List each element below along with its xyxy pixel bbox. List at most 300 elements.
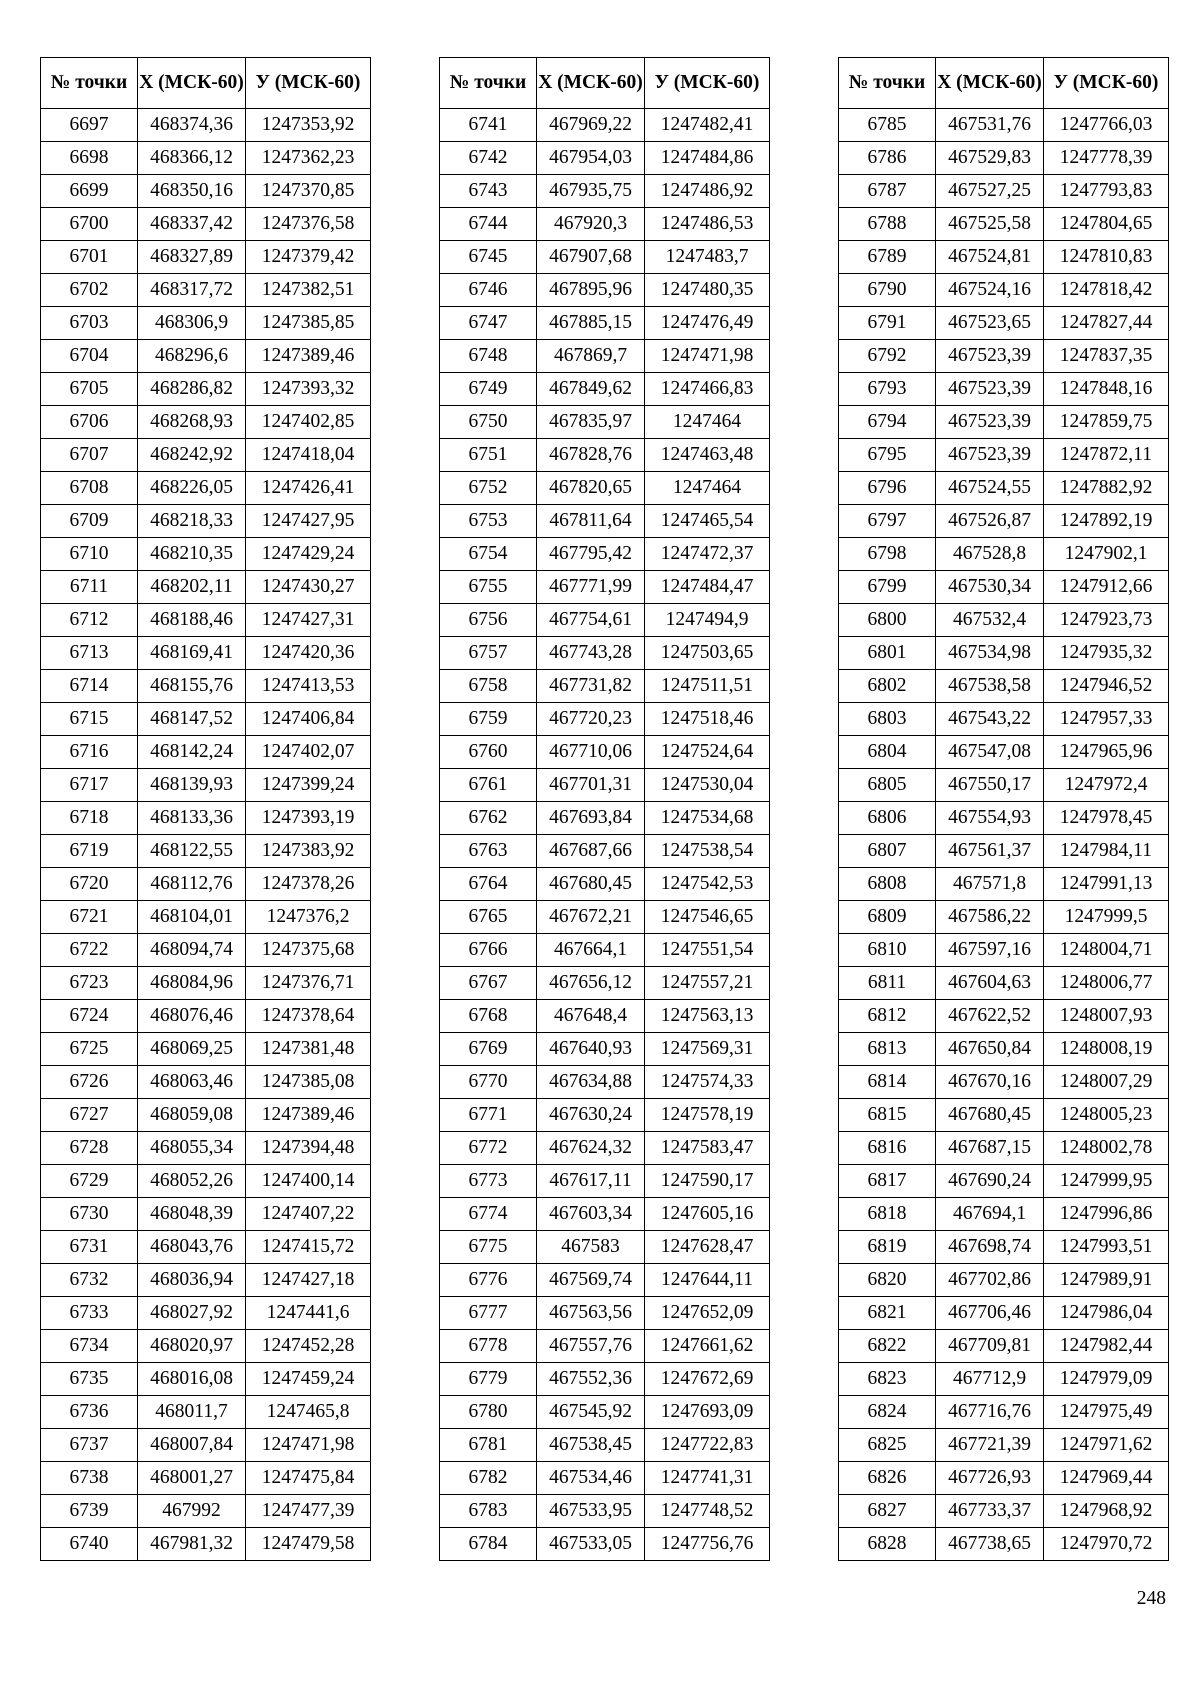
table-row: [839, 1231, 1169, 1264]
y-coordinate-cell: 1247441,6: [246, 1297, 371, 1330]
table-row: [839, 736, 1169, 769]
table-row: [839, 373, 1169, 406]
point-number-cell: 6706: [41, 406, 138, 439]
y-coordinate-cell: 1247378,26: [246, 868, 371, 901]
table-row: [839, 1429, 1169, 1462]
x-coordinate-cell: 468016,08: [138, 1363, 246, 1396]
point-number-cell: 6824: [839, 1396, 936, 1429]
x-coordinate-cell: 467694,1: [936, 1198, 1044, 1231]
y-coordinate-cell: 1247480,35: [645, 274, 770, 307]
table-row: [41, 241, 371, 274]
y-coordinate-cell: 1247644,11: [645, 1264, 770, 1297]
table-row: [41, 1165, 371, 1198]
point-number-cell: 6743: [440, 175, 537, 208]
point-number-header: № точки: [839, 58, 936, 109]
point-number-cell: 6744: [440, 208, 537, 241]
point-number-cell: 6795: [839, 439, 936, 472]
point-number-cell: 6767: [440, 967, 537, 1000]
y-coordinate-cell: 1247427,95: [246, 505, 371, 538]
x-coordinate-cell: 467557,76: [537, 1330, 645, 1363]
y-coordinate-cell: 1247756,76: [645, 1528, 770, 1561]
table-row: [440, 1396, 770, 1429]
table-row: [440, 703, 770, 736]
y-coordinate-cell: 1247542,53: [645, 868, 770, 901]
table-row: [41, 373, 371, 406]
point-number-cell: 6818: [839, 1198, 936, 1231]
table-row: [839, 1495, 1169, 1528]
x-coordinate-cell: 467533,95: [537, 1495, 645, 1528]
y-coordinate-cell: 1247999,95: [1044, 1165, 1169, 1198]
x-coordinate-cell: 468011,7: [138, 1396, 246, 1429]
point-number-cell: 6822: [839, 1330, 936, 1363]
x-coordinate-cell: 467992: [138, 1495, 246, 1528]
y-coordinate-cell: 1247804,65: [1044, 208, 1169, 241]
point-number-cell: 6801: [839, 637, 936, 670]
table-row: [41, 538, 371, 571]
table-row: [839, 274, 1169, 307]
y-coordinate-cell: 1247389,46: [246, 1099, 371, 1132]
x-coordinate-cell: 467701,31: [537, 769, 645, 802]
point-number-cell: 6749: [440, 373, 537, 406]
y-coordinate-cell: 1247979,09: [1044, 1363, 1169, 1396]
table-row: [440, 1033, 770, 1066]
point-number-cell: 6762: [440, 802, 537, 835]
x-coordinate-cell: 467656,12: [537, 967, 645, 1000]
point-number-cell: 6754: [440, 538, 537, 571]
x-coordinate-cell: 467552,36: [537, 1363, 645, 1396]
y-coordinate-cell: 1247872,11: [1044, 439, 1169, 472]
y-coordinate-cell: 1247427,31: [246, 604, 371, 637]
x-coordinate-cell: 467716,76: [936, 1396, 1044, 1429]
point-number-cell: 6721: [41, 901, 138, 934]
table-row: [440, 802, 770, 835]
x-coordinate-cell: 467680,45: [537, 868, 645, 901]
table-row: [839, 934, 1169, 967]
table-row: [839, 1000, 1169, 1033]
y-coordinate-cell: 1247971,62: [1044, 1429, 1169, 1462]
point-number-cell: 6772: [440, 1132, 537, 1165]
point-number-cell: 6810: [839, 934, 936, 967]
x-coordinate-cell: 468226,05: [138, 472, 246, 505]
x-coordinate-cell: 467885,15: [537, 307, 645, 340]
point-number-cell: 6757: [440, 637, 537, 670]
table-row: [839, 340, 1169, 373]
y-coordinate-header: У (МСК-60): [246, 58, 371, 109]
x-coordinate-cell: 467523,39: [936, 439, 1044, 472]
table-row: [440, 604, 770, 637]
point-number-cell: 6771: [440, 1099, 537, 1132]
table-row: [440, 208, 770, 241]
x-coordinate-cell: 467795,42: [537, 538, 645, 571]
table-row: [41, 868, 371, 901]
x-coordinate-cell: 468122,55: [138, 835, 246, 868]
x-coordinate-cell: 467754,61: [537, 604, 645, 637]
y-coordinate-cell: 1247475,84: [246, 1462, 371, 1495]
y-coordinate-cell: 1247741,31: [645, 1462, 770, 1495]
y-coordinate-cell: 1247993,51: [1044, 1231, 1169, 1264]
point-number-cell: 6742: [440, 142, 537, 175]
table-row: [440, 109, 770, 142]
point-number-header: № точки: [440, 58, 537, 109]
point-number-cell: 6720: [41, 868, 138, 901]
table-row: [839, 1396, 1169, 1429]
point-number-cell: 6741: [440, 109, 537, 142]
x-coordinate-cell: 468055,34: [138, 1132, 246, 1165]
x-coordinate-cell: 467680,45: [936, 1099, 1044, 1132]
y-coordinate-cell: 1247394,48: [246, 1132, 371, 1165]
y-coordinate-cell: 1247991,13: [1044, 868, 1169, 901]
y-coordinate-cell: 1247569,31: [645, 1033, 770, 1066]
table-row: [440, 1297, 770, 1330]
y-coordinate-cell: 1247511,51: [645, 670, 770, 703]
table-row: [440, 1462, 770, 1495]
point-number-cell: 6777: [440, 1297, 537, 1330]
point-number-cell: 6815: [839, 1099, 936, 1132]
x-coordinate-cell: 467650,84: [936, 1033, 1044, 1066]
y-coordinate-cell: 1247999,5: [1044, 901, 1169, 934]
y-coordinate-cell: 1247383,92: [246, 835, 371, 868]
y-coordinate-cell: 1247466,83: [645, 373, 770, 406]
table-row: [839, 1198, 1169, 1231]
table-row: [440, 1132, 770, 1165]
x-coordinate-cell: 468027,92: [138, 1297, 246, 1330]
y-coordinate-cell: 1247426,41: [246, 472, 371, 505]
point-number-cell: 6776: [440, 1264, 537, 1297]
point-number-cell: 6751: [440, 439, 537, 472]
point-number-cell: 6791: [839, 307, 936, 340]
y-coordinate-cell: 1247965,96: [1044, 736, 1169, 769]
x-coordinate-cell: 467811,64: [537, 505, 645, 538]
point-number-cell: 6736: [41, 1396, 138, 1429]
x-coordinate-cell: 468169,41: [138, 637, 246, 670]
table-row: [839, 1033, 1169, 1066]
x-coordinate-cell: 468104,01: [138, 901, 246, 934]
x-coordinate-cell: 468069,25: [138, 1033, 246, 1066]
point-number-cell: 6796: [839, 472, 936, 505]
point-number-cell: 6702: [41, 274, 138, 307]
x-coordinate-cell: 468350,16: [138, 175, 246, 208]
point-number-cell: 6756: [440, 604, 537, 637]
x-coordinate-cell: 467525,58: [936, 208, 1044, 241]
table-row: [440, 538, 770, 571]
point-number-cell: 6775: [440, 1231, 537, 1264]
point-number-cell: 6785: [839, 109, 936, 142]
y-coordinate-cell: 1247353,92: [246, 109, 371, 142]
point-number-cell: 6817: [839, 1165, 936, 1198]
table-row: [440, 142, 770, 175]
table-row: [839, 241, 1169, 274]
y-coordinate-cell: 1247464: [645, 472, 770, 505]
point-number-cell: 6737: [41, 1429, 138, 1462]
x-coordinate-cell: 467969,22: [537, 109, 645, 142]
table-row: [839, 637, 1169, 670]
table-row: [41, 175, 371, 208]
y-coordinate-cell: 1247986,04: [1044, 1297, 1169, 1330]
x-coordinate-cell: 468286,82: [138, 373, 246, 406]
table-row: [839, 670, 1169, 703]
x-coordinate-cell: 467528,8: [936, 538, 1044, 571]
x-coordinate-cell: 467630,24: [537, 1099, 645, 1132]
x-coordinate-cell: 467571,8: [936, 868, 1044, 901]
y-coordinate-cell: 1247362,23: [246, 142, 371, 175]
table-row: [41, 1363, 371, 1396]
point-number-cell: 6699: [41, 175, 138, 208]
point-number-cell: 6797: [839, 505, 936, 538]
x-coordinate-cell: 467687,15: [936, 1132, 1044, 1165]
table-header-row: [41, 58, 371, 109]
table-row: [440, 967, 770, 1000]
x-coordinate-cell: 467523,65: [936, 307, 1044, 340]
y-coordinate-cell: 1247378,64: [246, 1000, 371, 1033]
y-coordinate-cell: 1247902,1: [1044, 538, 1169, 571]
x-coordinate-cell: 467721,39: [936, 1429, 1044, 1462]
y-coordinate-cell: 1247476,49: [645, 307, 770, 340]
x-coordinate-cell: 467954,03: [537, 142, 645, 175]
table-row: [440, 1099, 770, 1132]
point-number-cell: 6709: [41, 505, 138, 538]
x-coordinate-cell: 468076,46: [138, 1000, 246, 1033]
y-coordinate-cell: 1247748,52: [645, 1495, 770, 1528]
point-number-cell: 6738: [41, 1462, 138, 1495]
y-coordinate-cell: 1247379,42: [246, 241, 371, 274]
table-row: [41, 1495, 371, 1528]
x-coordinate-cell: 467538,58: [936, 670, 1044, 703]
x-coordinate-cell: 467981,32: [138, 1528, 246, 1561]
x-coordinate-cell: 467604,63: [936, 967, 1044, 1000]
point-number-cell: 6773: [440, 1165, 537, 1198]
y-coordinate-cell: 1247859,75: [1044, 406, 1169, 439]
y-coordinate-cell: 1247376,58: [246, 208, 371, 241]
x-coordinate-cell: 467835,97: [537, 406, 645, 439]
x-coordinate-cell: 467687,66: [537, 835, 645, 868]
y-coordinate-cell: 1247503,65: [645, 637, 770, 670]
x-coordinate-cell: 468094,74: [138, 934, 246, 967]
x-coordinate-cell: 468133,36: [138, 802, 246, 835]
table-row: [839, 1132, 1169, 1165]
point-number-cell: 6704: [41, 340, 138, 373]
x-coordinate-cell: 468048,39: [138, 1198, 246, 1231]
point-number-cell: 6758: [440, 670, 537, 703]
point-number-cell: 6819: [839, 1231, 936, 1264]
x-coordinate-cell: 467820,65: [537, 472, 645, 505]
y-coordinate-cell: 1247882,92: [1044, 472, 1169, 505]
x-coordinate-cell: 467523,39: [936, 340, 1044, 373]
table-row: [839, 1363, 1169, 1396]
y-coordinate-cell: 1247402,85: [246, 406, 371, 439]
y-coordinate-cell: 1247393,32: [246, 373, 371, 406]
point-number-cell: 6828: [839, 1528, 936, 1561]
x-coordinate-cell: 467524,16: [936, 274, 1044, 307]
table-row: [440, 1231, 770, 1264]
y-coordinate-cell: 1247420,36: [246, 637, 371, 670]
x-coordinate-cell: 467712,9: [936, 1363, 1044, 1396]
y-coordinate-cell: 1247996,86: [1044, 1198, 1169, 1231]
point-number-cell: 6827: [839, 1495, 936, 1528]
table-row: [440, 769, 770, 802]
y-coordinate-cell: 1247484,86: [645, 142, 770, 175]
y-coordinate-cell: 1247389,46: [246, 340, 371, 373]
table-row: [440, 670, 770, 703]
table-row: [440, 1429, 770, 1462]
x-coordinate-cell: 467603,34: [537, 1198, 645, 1231]
point-number-cell: 6745: [440, 241, 537, 274]
x-coordinate-cell: 467710,06: [537, 736, 645, 769]
y-coordinate-cell: 1248007,29: [1044, 1066, 1169, 1099]
point-number-cell: 6808: [839, 868, 936, 901]
table-row: [839, 307, 1169, 340]
point-number-cell: 6760: [440, 736, 537, 769]
table-row: [41, 307, 371, 340]
point-number-cell: 6820: [839, 1264, 936, 1297]
point-number-cell: 6799: [839, 571, 936, 604]
x-coordinate-cell: 467706,46: [936, 1297, 1044, 1330]
point-number-cell: 6787: [839, 175, 936, 208]
point-number-cell: 6806: [839, 802, 936, 835]
table-row: [440, 241, 770, 274]
y-coordinate-cell: 1247471,98: [246, 1429, 371, 1462]
y-coordinate-cell: 1247518,46: [645, 703, 770, 736]
y-coordinate-cell: 1247538,54: [645, 835, 770, 868]
y-coordinate-cell: 1247376,2: [246, 901, 371, 934]
table-row: [440, 835, 770, 868]
x-coordinate-cell: 467545,92: [537, 1396, 645, 1429]
x-coordinate-cell: 467554,93: [936, 802, 1044, 835]
y-coordinate-cell: 1247923,73: [1044, 604, 1169, 637]
y-coordinate-cell: 1247778,39: [1044, 142, 1169, 175]
table-row: [440, 274, 770, 307]
table-row: [440, 175, 770, 208]
point-number-cell: 6712: [41, 604, 138, 637]
point-number-cell: 6805: [839, 769, 936, 802]
y-coordinate-cell: 1247972,4: [1044, 769, 1169, 802]
table-row: [839, 472, 1169, 505]
x-coordinate-cell: 467771,99: [537, 571, 645, 604]
y-coordinate-cell: 1247479,58: [246, 1528, 371, 1561]
table-row: [41, 208, 371, 241]
y-coordinate-cell: 1247413,53: [246, 670, 371, 703]
table-row: [41, 1429, 371, 1462]
x-coordinate-cell: 467920,3: [537, 208, 645, 241]
point-number-cell: 6789: [839, 241, 936, 274]
y-coordinate-cell: 1247946,52: [1044, 670, 1169, 703]
y-coordinate-cell: 1247465,8: [246, 1396, 371, 1429]
y-coordinate-cell: 1247984,11: [1044, 835, 1169, 868]
y-coordinate-cell: 1247393,19: [246, 802, 371, 835]
y-coordinate-cell: 1247557,21: [645, 967, 770, 1000]
table-row: [440, 340, 770, 373]
point-number-cell: 6783: [440, 1495, 537, 1528]
point-number-cell: 6703: [41, 307, 138, 340]
page-number: 248: [1136, 1588, 1166, 1609]
x-coordinate-cell: 468218,33: [138, 505, 246, 538]
coordinates-table-2: [439, 57, 770, 1561]
y-coordinate-cell: 1247810,83: [1044, 241, 1169, 274]
point-number-cell: 6764: [440, 868, 537, 901]
point-number-cell: 6722: [41, 934, 138, 967]
point-number-cell: 6804: [839, 736, 936, 769]
x-coordinate-cell: 468366,12: [138, 142, 246, 175]
table-row: [839, 406, 1169, 439]
point-number-cell: 6784: [440, 1528, 537, 1561]
point-number-cell: 6733: [41, 1297, 138, 1330]
point-number-cell: 6730: [41, 1198, 138, 1231]
point-number-cell: 6718: [41, 802, 138, 835]
table-row: [440, 472, 770, 505]
y-coordinate-cell: 1247590,17: [645, 1165, 770, 1198]
x-coordinate-cell: 467534,46: [537, 1462, 645, 1495]
table-header-row: [839, 58, 1169, 109]
x-coordinate-cell: 468043,76: [138, 1231, 246, 1264]
y-coordinate-cell: 1247375,68: [246, 934, 371, 967]
point-number-cell: 6816: [839, 1132, 936, 1165]
table-row: [839, 571, 1169, 604]
y-coordinate-cell: 1247472,37: [645, 538, 770, 571]
point-number-cell: 6746: [440, 274, 537, 307]
table-row: [440, 1000, 770, 1033]
point-number-cell: 6782: [440, 1462, 537, 1495]
table-row: [41, 802, 371, 835]
y-coordinate-cell: 1248007,93: [1044, 1000, 1169, 1033]
point-number-cell: 6761: [440, 769, 537, 802]
table-row: [839, 1528, 1169, 1561]
x-coordinate-cell: 467828,76: [537, 439, 645, 472]
x-coordinate-header: Х (МСК-60): [537, 58, 645, 109]
table-row: [839, 769, 1169, 802]
point-number-cell: 6786: [839, 142, 936, 175]
x-coordinate-cell: 468337,42: [138, 208, 246, 241]
x-coordinate-cell: 467569,74: [537, 1264, 645, 1297]
y-coordinate-cell: 1247418,04: [246, 439, 371, 472]
table-row: [839, 802, 1169, 835]
point-number-cell: 6779: [440, 1363, 537, 1396]
point-number-cell: 6697: [41, 109, 138, 142]
x-coordinate-cell: 467524,81: [936, 241, 1044, 274]
x-coordinate-cell: 468317,72: [138, 274, 246, 307]
table-row: [41, 703, 371, 736]
point-number-cell: 6748: [440, 340, 537, 373]
y-coordinate-cell: 1247672,69: [645, 1363, 770, 1396]
x-coordinate-cell: 468268,93: [138, 406, 246, 439]
x-coordinate-cell: 468296,6: [138, 340, 246, 373]
y-coordinate-cell: 1247402,07: [246, 736, 371, 769]
point-number-cell: 6698: [41, 142, 138, 175]
point-number-cell: 6734: [41, 1330, 138, 1363]
y-coordinate-cell: 1247892,19: [1044, 505, 1169, 538]
table-row: [41, 340, 371, 373]
table-row: [839, 505, 1169, 538]
point-number-cell: 6719: [41, 835, 138, 868]
x-coordinate-cell: 468202,11: [138, 571, 246, 604]
point-number-cell: 6714: [41, 670, 138, 703]
y-coordinate-cell: 1248005,23: [1044, 1099, 1169, 1132]
x-coordinate-cell: 467690,24: [936, 1165, 1044, 1198]
x-coordinate-cell: 467698,74: [936, 1231, 1044, 1264]
x-coordinate-cell: 467648,4: [537, 1000, 645, 1033]
y-coordinate-cell: 1247452,28: [246, 1330, 371, 1363]
y-coordinate-cell: 1247827,44: [1044, 307, 1169, 340]
table-row: [440, 406, 770, 439]
x-coordinate-cell: 467543,22: [936, 703, 1044, 736]
table-row: [440, 505, 770, 538]
point-number-cell: 6759: [440, 703, 537, 736]
y-coordinate-cell: 1247766,03: [1044, 109, 1169, 142]
table-row: [41, 1132, 371, 1165]
y-coordinate-cell: 1247381,48: [246, 1033, 371, 1066]
y-coordinate-cell: 1248008,19: [1044, 1033, 1169, 1066]
point-number-cell: 6803: [839, 703, 936, 736]
table-row: [440, 868, 770, 901]
x-coordinate-cell: 467907,68: [537, 241, 645, 274]
